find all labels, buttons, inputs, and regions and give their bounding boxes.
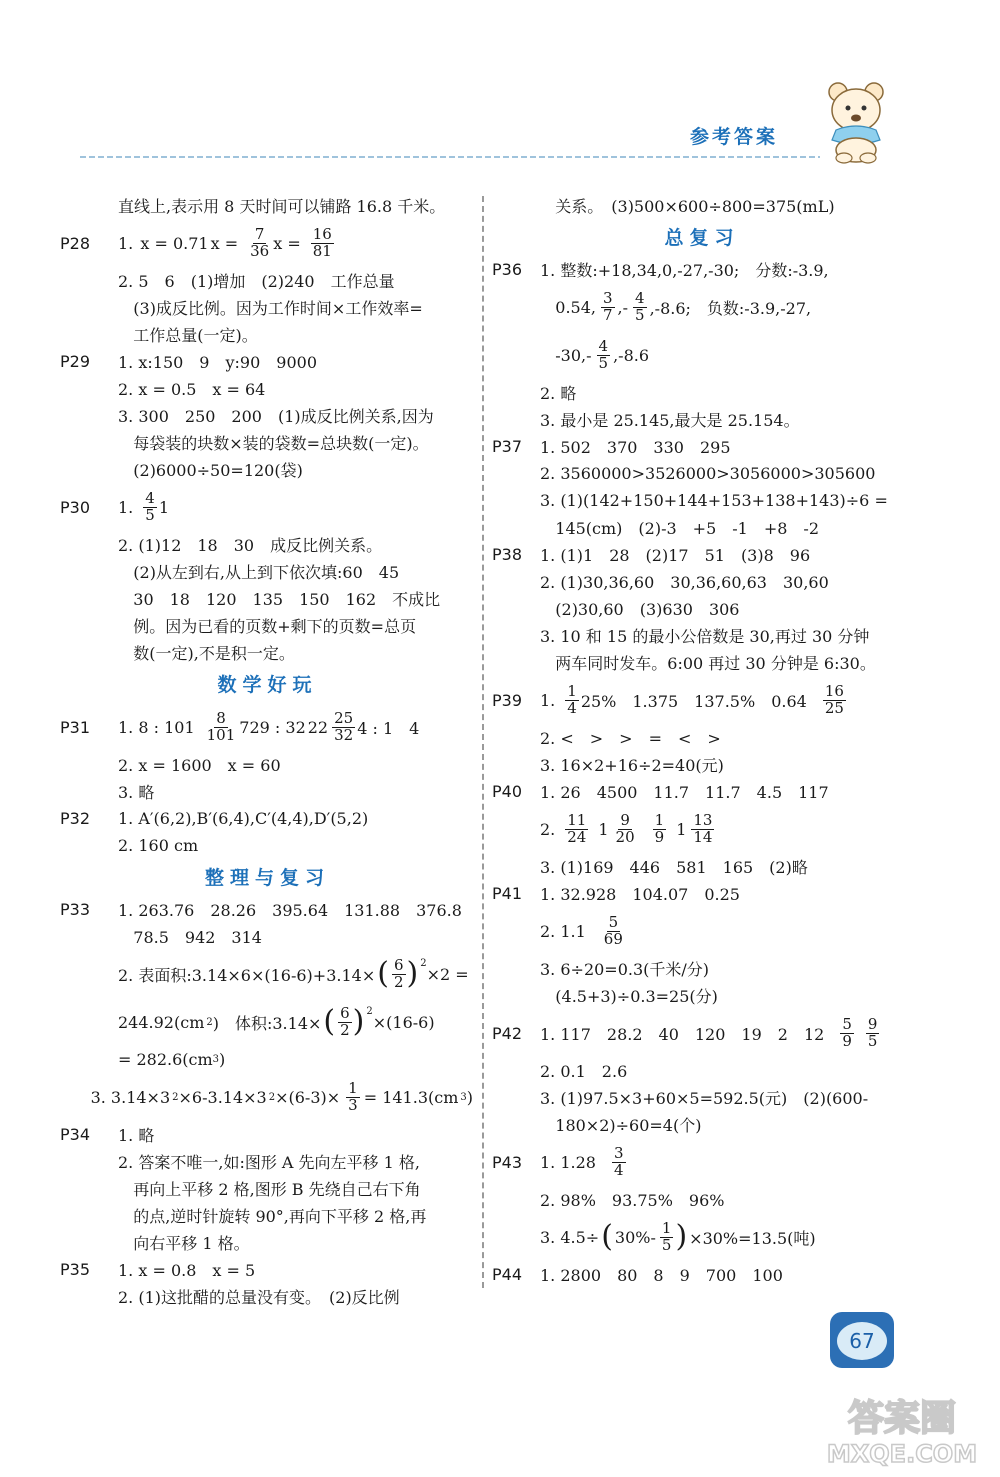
- fraction: $\frac{16}{81}$: [312, 224, 332, 260]
- answer-p33-1: [60, 896, 475, 923]
- fraction: $\frac{9}{5}$: [867, 1014, 878, 1050]
- answer-line: 180×2)÷60=4(个): [555, 1116, 702, 1135]
- bear-mascot-icon: [822, 78, 892, 164]
- answer-line: 2. x = 0.5 x = 64: [118, 380, 266, 399]
- fraction: $\frac{3}{7}$: [602, 288, 613, 324]
- right-column: [492, 192, 912, 1288]
- answer-line: 2. < > > = < >: [540, 729, 721, 748]
- answer-line: 3. (1)97.5×3+60×5=592.5(元) (2)(600-: [540, 1089, 869, 1108]
- answer-line: 再向上平移 2 格,图形 B 先绕自己右下角: [133, 1180, 421, 1199]
- answer-text: x =: [273, 233, 301, 253]
- page-label: P44: [492, 1265, 523, 1284]
- answer-text: 30%-: [614, 1227, 656, 1247]
- answer-text: = 141.3(cm: [363, 1087, 459, 1107]
- fraction: $\frac{8}{101}$: [206, 708, 236, 744]
- item-number: 2.: [540, 819, 556, 839]
- answer-line: 2. 5 6 (1)增加 (2)240 工作总量: [118, 272, 395, 291]
- answer-text: 244.92(cm: [118, 1012, 205, 1032]
- superscript: 2: [366, 1005, 373, 1017]
- answer-p43-1: [492, 1138, 912, 1186]
- answer-line: 2. (1)30,36,60 30,36,60,63 30,60: [540, 573, 829, 592]
- answer-line: 2. 0.1 2.6: [540, 1062, 628, 1081]
- answer-text: ×6-3.14×3: [178, 1087, 267, 1107]
- page-label: P36: [492, 260, 523, 279]
- answer-line: 2. 160 cm: [118, 836, 199, 855]
- page-label: P28: [60, 233, 91, 253]
- fraction: $\frac{25}{32}$: [334, 708, 354, 744]
- answer-text: ,-8.6: [613, 345, 650, 365]
- answer-line: 数(一定),不是积一定。: [133, 644, 295, 663]
- answer-text: 1. 117 28.2 40 120 19 2 12: [540, 1024, 825, 1044]
- section-title: 总复习: [664, 227, 740, 249]
- answer-p31-1: [60, 703, 475, 751]
- answer-text: 4 : 1 4: [357, 718, 420, 738]
- answer-line: 例。因为已看的页数+剩下的页数=总页: [133, 617, 417, 636]
- answer-line: 3. 6÷20=0.3(千米/分): [540, 960, 710, 979]
- header-rule: [80, 156, 820, 158]
- answer-text: ,-8.6; 负数:-3.9,-27,: [649, 298, 812, 318]
- page-label: P33: [60, 900, 91, 919]
- answer-line: 1. 整数:+18,34,0,-27,-30; 分数:-3.9,: [540, 261, 829, 280]
- whole-number: 1: [676, 819, 687, 839]
- answer-p33-2: 2. 表面积:3.14×6×(16-6)+3.14× ( $\frac{6}{2}$ ) $^2$ ×2 =: [118, 955, 469, 991]
- answer-text: 2. 表面积:3.14×6×(16-6)+3.14×: [118, 965, 376, 985]
- answer-line: 向右平移 1 格。: [133, 1234, 250, 1253]
- answer-text: ): [219, 1050, 226, 1069]
- superscript: 3: [460, 1091, 467, 1103]
- fraction: $\frac{13}{14}$: [693, 810, 713, 846]
- answer-p40-2: [492, 805, 912, 853]
- answer-p41-1: [492, 880, 912, 907]
- answer-p30-1: [60, 483, 475, 531]
- answer-text: 22: [307, 717, 329, 737]
- page-label: P35: [60, 1260, 91, 1279]
- superscript: 2: [206, 1016, 213, 1028]
- page-label: P34: [60, 1125, 91, 1144]
- page-label: P43: [492, 1152, 523, 1172]
- fraction: $\frac{7}{36}$: [250, 224, 270, 260]
- answer-line: 1. 2800 80 8 9 700 100: [540, 1266, 783, 1285]
- fraction: $\frac{9}{20}$: [615, 810, 635, 846]
- page-label: P31: [60, 717, 91, 737]
- fraction: $\frac{1}{3}$: [348, 1078, 358, 1114]
- item-number: 1.: [118, 497, 134, 517]
- answer-text: 1. 8 : 101: [118, 717, 195, 737]
- answer-line: 3. (1)(142+150+144+153+138+143)÷6 =: [540, 491, 888, 510]
- section-title: 整理与复习: [204, 867, 330, 889]
- answer-text: ×2 =: [426, 964, 469, 984]
- answer-p28-1: [60, 219, 475, 267]
- column-divider: [482, 196, 484, 1288]
- page-label: P41: [492, 884, 523, 903]
- answer-text: ): [466, 1087, 473, 1107]
- answer-p44-1: [492, 1261, 912, 1288]
- page-label: P29: [60, 352, 91, 371]
- svg-text:MXQE.COM: MXQE.COM: [826, 1440, 978, 1468]
- answer-line: 2. 答案不唯一,如:图形 A 先向左平移 1 格,: [118, 1153, 420, 1172]
- fraction: $\frac{6}{2}$: [340, 1003, 350, 1039]
- answer-text: 1: [158, 497, 169, 517]
- answer-text: -30,-: [555, 345, 592, 365]
- answer-line: 每袋装的块数×装的袋数=总块数(一定)。: [133, 434, 429, 453]
- fraction: $\frac{5}{9}$: [842, 1014, 852, 1050]
- answer-line: 1. x = 0.8 x = 5: [118, 1261, 256, 1280]
- answer-line: 2. (1)这批醋的总量没有变。 (2)反比例: [118, 1288, 400, 1307]
- answer-line: 3. (1)169 446 581 165 (2)略: [540, 858, 808, 877]
- answer-line: 2. 3560000>3526000>3056000>305600: [540, 464, 876, 483]
- answer-line: 的点,逆时针旋转 90°,再向下平移 2 格,再: [133, 1207, 427, 1226]
- answer-text: x = 0.71: [140, 233, 209, 253]
- answer-line: 3. 10 和 15 的最小公倍数是 30,再过 30 分钟: [540, 627, 870, 646]
- answer-line: 两车同时发车。6:00 再过 30 分钟是 6:30。: [555, 654, 876, 673]
- answer-text: ×(16-6): [372, 1012, 435, 1032]
- answer-p39-1: [492, 676, 912, 724]
- answer-line: 2. (1)12 18 30 成反比例关系。: [118, 536, 383, 555]
- fraction: $\frac{1}{4}$: [567, 681, 577, 717]
- answer-text: ×30%=13.5(吨): [689, 1228, 816, 1248]
- answer-line: 3. 最小是 25.145,最大是 25.154。: [540, 411, 800, 430]
- header-title: 参考答案: [690, 126, 779, 148]
- answer-line: 2. 略: [540, 384, 577, 403]
- fraction: $\frac{16}{25}$: [824, 681, 844, 717]
- answer-p37-1: [492, 433, 912, 460]
- answer-line: (2)30,60 (3)630 306: [555, 600, 740, 619]
- answer-text: = 282.6(cm: [118, 1050, 213, 1069]
- item-number: 1.: [118, 233, 134, 253]
- answer-p42-1: [492, 1009, 912, 1057]
- answer-p33-5: [60, 1073, 475, 1121]
- answer-line: 1. 26 4500 11.7 11.7 4.5 117: [540, 783, 829, 802]
- answer-text: ×(6-3)×: [275, 1087, 341, 1107]
- page-number: 67: [837, 1322, 887, 1360]
- fraction: $\frac{11}{24}$: [567, 810, 587, 846]
- answer-line: 1. 32.928 104.07 0.25: [540, 885, 740, 904]
- left-column: [60, 192, 475, 1310]
- answer-p33-4: [60, 1046, 475, 1073]
- answer-line: (4.5+3)÷0.3=25(分): [555, 987, 718, 1006]
- answer-p36-1: [492, 256, 912, 283]
- fraction: $\frac{1}{5}$: [661, 1218, 672, 1254]
- answer-text: 0.54,: [555, 297, 596, 317]
- answer-text: 1. 1.28: [540, 1152, 596, 1172]
- answer-p29-1: [60, 348, 475, 375]
- answer-p33-3: 244.92(cm 2 ) 体积:3.14× ( $\frac{6}{2}$ ) $^2$ ×(16-6): [118, 1003, 435, 1039]
- superscript: 2: [172, 1091, 179, 1103]
- page-number-badge: [830, 1312, 894, 1368]
- section-title: 数学好玩: [217, 674, 318, 696]
- answer-line: 3. 略: [118, 783, 155, 802]
- fraction: $\frac{4}{5}$: [598, 336, 609, 372]
- answer-line: 30 18 120 135 150 162 不成比: [133, 590, 441, 609]
- answer-line: 1. 502 370 330 295: [540, 438, 731, 457]
- page-label: P38: [492, 545, 523, 564]
- fraction: $\frac{4}{5}$: [145, 488, 155, 524]
- answer-line: (3)成反比例。因为工作时间×工作效率=: [133, 299, 423, 318]
- whole-number: 1: [598, 819, 609, 839]
- answer-line: 3. 16×2+16÷2=40(元): [540, 756, 724, 775]
- answer-text: 2. 1.1: [540, 921, 586, 941]
- answer-p40-1: [492, 778, 912, 805]
- answer-text: 25% 1.375 137.5% 0.64: [580, 691, 807, 711]
- answer-line: 1. (1)1 28 (2)17 51 (3)8 96: [540, 546, 811, 565]
- svg-text:答案圈: 答案圈: [847, 1398, 957, 1439]
- page-label: P30: [60, 497, 91, 517]
- answer-line: 1. 略: [118, 1126, 155, 1145]
- answer-text: 3. 3.14×3: [90, 1087, 171, 1107]
- page-label: P37: [492, 437, 523, 456]
- answer-text: 3. 4.5÷: [540, 1227, 600, 1247]
- answer-text: ) 体积:3.14×: [212, 1013, 322, 1033]
- fraction: $\frac{5}{69}$: [603, 912, 623, 948]
- answer-p36-2: [492, 283, 912, 331]
- fraction: $\frac{3}{4}$: [613, 1143, 624, 1179]
- watermark-logo: [810, 1390, 995, 1470]
- answer-line: 1. 263.76 28.26 395.64 131.88 376.8: [118, 901, 462, 920]
- answer-text: ,-: [617, 297, 629, 317]
- page-label: P39: [492, 690, 523, 710]
- answer-line: 145(cm) (2)-3 +5 -1 +8 -2: [555, 519, 820, 538]
- answer-line: 工作总量(一定)。: [133, 326, 258, 345]
- answer-line: 1. x:150 9 y:90 9000: [118, 353, 317, 372]
- superscript: 3: [212, 1054, 220, 1065]
- answer-line: 2. 98% 93.75% 96%: [540, 1191, 725, 1210]
- answer-p43-3: 3. 4.5÷ ( 30%- $\frac{1}{5}$ ) ×30%=13.5(吨): [540, 1218, 816, 1254]
- superscript: 2: [420, 957, 427, 969]
- answer-p36-3: [492, 331, 912, 379]
- answer-line: 78.5 942 314: [133, 928, 262, 947]
- answer-line: 2. x = 1600 x = 60: [118, 756, 281, 775]
- answer-line: 关系。 (3)500×600÷800=375(mL): [555, 197, 835, 216]
- answer-line: 直线上,表示用 8 天时间可以铺路 16.8 千米。: [118, 197, 446, 216]
- item-number: 1.: [540, 690, 556, 710]
- page-label: P40: [492, 782, 523, 801]
- fraction: $\frac{1}{9}$: [654, 810, 665, 846]
- page-label: P42: [492, 1023, 523, 1043]
- answer-line: (2)从左到右,从上到下依次填:60 45: [133, 563, 400, 582]
- answer-line: 3. 300 250 200 (1)成反比例关系,因为: [118, 407, 434, 426]
- answer-p32-1: [60, 805, 475, 832]
- fraction: $\frac{4}{5}$: [635, 288, 645, 324]
- superscript: 2: [268, 1091, 276, 1103]
- answer-p41-2: [492, 907, 912, 955]
- answer-p35-1: [60, 1256, 475, 1283]
- answer-p34-1: [60, 1121, 475, 1148]
- answer-line: (2)6000÷50=120(袋): [133, 461, 303, 480]
- fraction: $\frac{6}{2}$: [393, 955, 404, 991]
- answer-text: x =: [210, 233, 239, 253]
- answer-line: 1. A′(6,2),B′(6,4),C′(4,4),D′(5,2): [118, 809, 369, 828]
- answer-text: 729 : 32: [239, 717, 306, 737]
- answer-p38-1: [492, 541, 912, 568]
- page-label: P32: [60, 809, 91, 828]
